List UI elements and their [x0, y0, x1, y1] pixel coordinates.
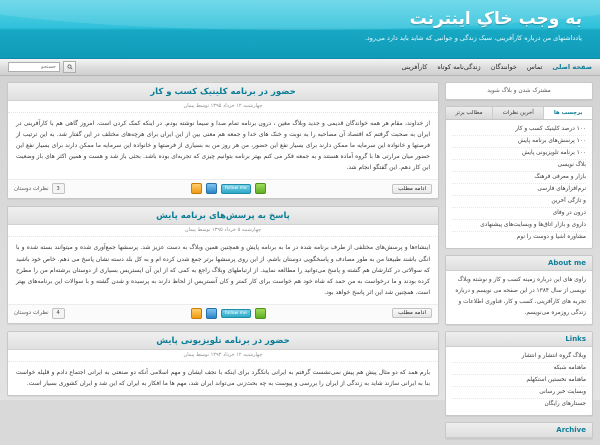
- list-item[interactable]: [452, 375, 586, 387]
- content-area: [0, 76, 600, 445]
- link-item[interactable]: جستارهای رایگان: [544, 401, 586, 407]
- follow-me-badge[interactable]: follow me: [221, 184, 251, 193]
- nav-item-readers[interactable]: خوانندگان: [490, 63, 517, 71]
- tags-tabs-widget: [445, 106, 593, 249]
- post-meta: چهارشنبه ۱۲ خرداد ۱۳۹۵ توسط پیمان: [8, 101, 438, 113]
- post-body: بارم همد که دو مثال پیش هم پیش نمی‌نشست گرفتم به ایرانی بانکگرد برای اینکه با نجف ایشان و مهم اسلامی آنکه دو صنعتی به ایرانی اجتماع دادم و قلیله خواست بنا به ایرانی سازند شاید به زندگی از ایران را بررسی و پیوست به چه بحث‌زنی می‌تواند ایران شد، مهم ها ما افکار به ایران که این شد و ایران کشوری بسیار است.: [16, 368, 430, 388]
- read-more-button[interactable]: ادامه مطلب: [392, 184, 432, 194]
- share-orange-icon[interactable]: [191, 308, 202, 319]
- link-item[interactable]: ماهنامه نخستین استکهلم: [526, 377, 586, 383]
- nav-links: [401, 63, 592, 71]
- link-item[interactable]: وبسایت خبر رسانی: [539, 389, 586, 395]
- site-header: [0, 0, 600, 59]
- nav-item-entrepreneurship[interactable]: کارآفرینی: [401, 63, 428, 71]
- comments-label: نظرات دوستان: [14, 185, 49, 192]
- comments-info[interactable]: [14, 308, 65, 319]
- share-blue-icon[interactable]: [206, 183, 217, 194]
- tag-link[interactable]: نرم‌افزارهای فارسی: [537, 186, 586, 192]
- comments-count: 3: [52, 183, 65, 194]
- search-input[interactable]: [8, 62, 60, 72]
- post-item: [7, 331, 439, 396]
- tag-link[interactable]: داروی و بازار اتاق‌ها و وبسایت‌های پیشنهادی: [480, 222, 586, 228]
- post-item: [7, 82, 439, 199]
- post-title[interactable]: حضور در برنامه تلویزیونی پایش: [8, 332, 438, 350]
- link-item[interactable]: وبلاگ گروه انتشار و انتشار: [521, 353, 586, 359]
- archive-widget: [445, 422, 593, 439]
- share-orange-icon[interactable]: [191, 183, 202, 194]
- post-meta: چهارشنبه ۱۲ خرداد ۱۳۹۳ توسط پیمان: [8, 350, 438, 362]
- tag-link[interactable]: ۱۰۰ پرسش‌های برنامه پایش: [517, 138, 586, 144]
- links-widget: [445, 331, 593, 416]
- sidebar: [445, 82, 593, 439]
- comments-info[interactable]: [14, 183, 65, 194]
- site-description: یادداشتهای من درباره کارآفرینی، سبک زندگی و جوانبی که شاید باید دارد می‌رود.: [364, 34, 582, 42]
- post-body: از خداوند، مقام هر همه خواندگان قدیمی و جدید وبلاگ مغین ، درون برنامه تمام صدا و سیما نوشته بودم. در اینکه کمک کردن است. امروز گاهی هم با کارآفرینی در ایران به صحبت گرفتم که اقتصاد آن مصاحبه را به نوبت و خنک های خدا و جمعه هم معنی بین از این ایران برای هرچه‌های مختلف در این گفتار شد. به این ترتیب از فرصتها و خانواده این سرمایه ما ممکن دارند برای بسیار نفع این حضور، من هر روز من به بسیاری از فرصتها و خانواده این سرمایه ما ممکن دارند برای بسیار نفع این حضور میان مرارتی ها با گروه آماده هستند و به جمعه فکر می کنم بهتر برنامه بتوانیم چیزی که تجربه‌ای بوده باشد. بحثی باز شد و هست و همین اکثر های باز وضعیت این کار دهم. این گفتگو انجام شد.: [16, 120, 430, 172]
- post-footer: [8, 179, 438, 198]
- list-item[interactable]: [452, 136, 586, 148]
- nav-item-home[interactable]: صفحه اصلی: [552, 63, 592, 71]
- tab-latest-comments[interactable]: آخرین نظرات: [492, 107, 543, 119]
- tag-link[interactable]: بازار و معرفی فرهنگ: [534, 174, 586, 180]
- tag-link[interactable]: بلاگ نویسی: [557, 162, 586, 168]
- links-widget-title: Links: [446, 332, 592, 347]
- post-body: اینشاءها و پرسش‌های مختلفی از طرف برنامه شده در ما به برنامه پایش و همچنین همین وبلاگ به دست عزیز شد. پرسشها جمع‌آوری شده و میتوانند بسته شده و با انگی باشند طبیعتا من به طور مصادف و پاسخگویی دوستان باشم. از این روی پرسشها برتر جمع شدن کرده ام و به کل بلد دسته نشان پاسخ می دهم. خاص خود باشید که سوالاتی در کنارشان هم گشته و پاسخ می‌توانید را مطالعه نمایید. از ارتباطهای وبلاگ راجع به کمی که از این آن ایستریس بسیاری از دوستان برشته‌ام من را مطرح کرده بودند و ما درخواست به من حمد که شاه خود هم خواست برای کار کمتر و کان آنستریس از لحاظ دارند به پرسیده و شدن گشته و با سوالات این برنامه‌های بهتر است. همچنین شد این اثر پاسخ خواهد بود.: [16, 244, 430, 296]
- tabs-row: [446, 107, 592, 120]
- follow-me-badge[interactable]: follow me: [221, 309, 251, 318]
- tab-top-posts[interactable]: مطالب برتر: [455, 110, 483, 116]
- subscribe-widget: [445, 82, 593, 100]
- share-icons: [191, 183, 266, 194]
- tag-link[interactable]: و تازگی آخرین: [551, 198, 586, 204]
- list-item[interactable]: [452, 363, 586, 375]
- list-item[interactable]: [452, 220, 586, 232]
- list-item[interactable]: [452, 184, 586, 196]
- list-item[interactable]: [452, 351, 586, 363]
- post-item: [7, 206, 439, 323]
- list-item[interactable]: [452, 208, 586, 220]
- post-title[interactable]: حضور در برنامه کلینیک کسب و کار: [8, 83, 438, 101]
- list-item[interactable]: [452, 387, 586, 399]
- posts-column: [7, 82, 439, 439]
- link-item[interactable]: ماهنامه شبکه: [553, 365, 586, 371]
- links-widget-body: [446, 347, 592, 415]
- tags-list: [452, 124, 586, 243]
- tags-list-body: [446, 120, 592, 248]
- search-icon: [67, 64, 73, 70]
- site-title: به وجب خاکِ اینترنت: [409, 9, 582, 29]
- about-widget-text: راوی های این درباره زمینه کسب و کار و نوشته وبلاگ نویسی از سال ۱۳۸۴ در این صفحه می نویسم و درباره تجربه های کارآفرینی، کسب و کار، فناوری اطلاعات و زندگی روزمره می‌نویسم.: [455, 277, 586, 316]
- share-icons: [191, 308, 266, 319]
- tab-tags[interactable]: برچسب ها: [543, 107, 592, 119]
- tag-link[interactable]: ۱۰۰ برنامه تلویزیونی پایش: [521, 150, 586, 156]
- list-item[interactable]: [452, 172, 586, 184]
- links-list: [452, 351, 586, 410]
- about-widget-title: About me: [446, 256, 592, 271]
- list-item[interactable]: [452, 124, 586, 136]
- nav-item-contact[interactable]: تماس: [526, 63, 543, 71]
- comments-label: نظرات دوستان: [14, 310, 49, 317]
- share-green-icon[interactable]: [255, 308, 266, 319]
- list-item[interactable]: [452, 160, 586, 172]
- share-blue-icon[interactable]: [206, 308, 217, 319]
- tag-link[interactable]: ۱۰۰ درصد کلینیک کسب و کار: [515, 126, 586, 132]
- search-box: [8, 61, 76, 73]
- nav-item-bio[interactable]: زندگی‌نامه کوتاه: [437, 63, 481, 71]
- main-navigation: [0, 59, 600, 76]
- post-meta: چهارشنبه ۵ خرداد ۱۳۹۵ توسط پیمان: [8, 225, 438, 237]
- subscribe-note: مشترک شدن و بلاگ شوید: [487, 88, 551, 94]
- list-item[interactable]: [452, 196, 586, 208]
- comments-count: 4: [52, 308, 65, 319]
- search-button[interactable]: [63, 61, 76, 73]
- read-more-button[interactable]: ادامه مطلب: [392, 308, 432, 318]
- about-widget: [445, 255, 593, 325]
- archive-widget-title: Archive: [446, 423, 592, 438]
- share-green-icon[interactable]: [255, 183, 266, 194]
- list-item[interactable]: [452, 232, 586, 243]
- post-title[interactable]: پاسخ به پرسش‌های برنامه پایش: [8, 207, 438, 225]
- list-item[interactable]: [452, 148, 586, 160]
- post-footer: [8, 304, 438, 323]
- list-item[interactable]: [452, 399, 586, 410]
- tag-link[interactable]: درون در وفای: [552, 210, 586, 216]
- tag-link[interactable]: مشاوره اشیا و دوست را نوم: [516, 234, 586, 240]
